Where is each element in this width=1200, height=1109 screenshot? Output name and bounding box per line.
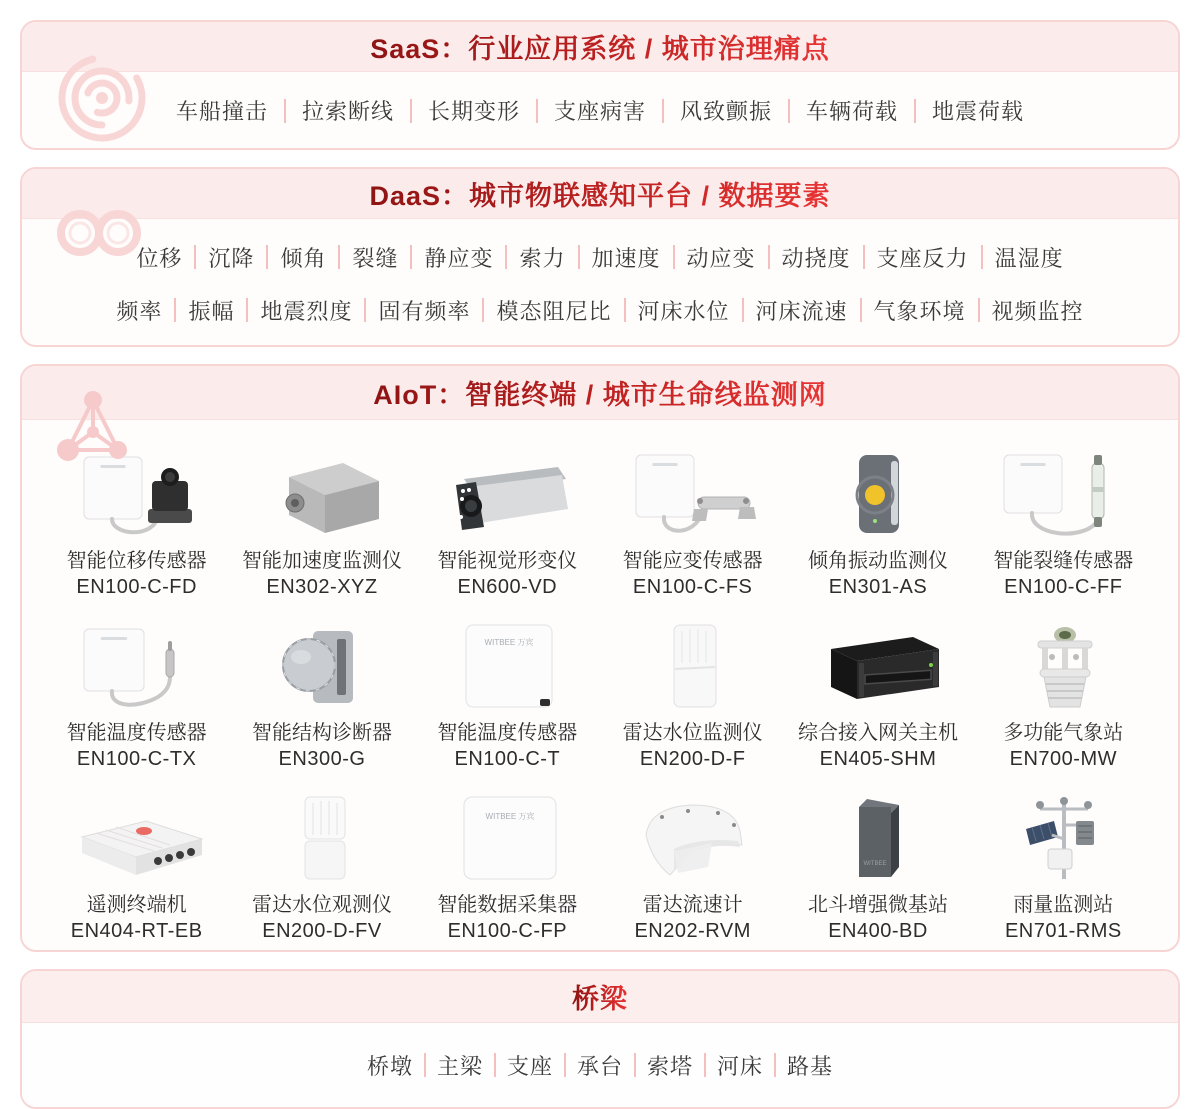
product-card xyxy=(785,778,970,944)
product-card xyxy=(229,778,414,944)
keyword-separator xyxy=(564,1053,566,1077)
product-card xyxy=(971,778,1156,944)
structure-diagnoser-image xyxy=(237,615,407,713)
product-name: 智能温度传感器 xyxy=(437,722,578,744)
bridge-keyword: 主梁 xyxy=(436,1053,483,1079)
product-model: EN405-SHM xyxy=(819,748,937,770)
daas-panel xyxy=(20,167,1180,347)
daas-keyword: 温湿度 xyxy=(994,245,1064,271)
daas-keyword: 地震烈度 xyxy=(260,298,353,324)
bridge-keyword: 支座 xyxy=(506,1053,553,1079)
saas-panel-header xyxy=(22,22,1178,72)
radar-level-tower-image xyxy=(608,615,778,713)
product-model: EN200-D-FV xyxy=(262,920,382,942)
saas-keyword: 地震荷载 xyxy=(932,99,1025,124)
product-model: EN302-XYZ xyxy=(266,576,378,598)
product-name: 多功能气象站 xyxy=(1003,722,1124,744)
keyword-separator xyxy=(863,245,865,269)
daas-title: DaaS：城市物联感知平台 / 数据要素 xyxy=(369,174,830,213)
saas-title: SaaS：行业应用系统 / 城市治理痛点 xyxy=(370,27,830,66)
keyword-separator xyxy=(634,1053,636,1077)
rain-station-image xyxy=(978,787,1148,885)
keyword-separator xyxy=(424,1053,426,1077)
product-model: EN701-RMS xyxy=(1004,920,1122,942)
aiot-title: AIoT：智能终端 / 城市生命线监测网 xyxy=(373,373,827,412)
strain-sensor-image xyxy=(608,443,778,541)
flow-radar-image xyxy=(608,787,778,885)
keyword-separator xyxy=(410,245,412,269)
saas-keyword: 长期变形 xyxy=(427,99,520,124)
product-name: 雷达水位观测仪 xyxy=(251,894,392,916)
keyword-separator xyxy=(174,298,176,322)
product-card xyxy=(44,606,229,772)
keyword-separator xyxy=(266,245,268,269)
daas-keyword: 支座反力 xyxy=(876,245,969,271)
product-card xyxy=(415,434,600,600)
svg-text:WITBEE 万宾: WITBEE 万宾 xyxy=(485,812,535,821)
data-collector-image xyxy=(422,787,592,885)
product-model: EN202-RVM xyxy=(634,920,751,942)
bridge-keyword: 承台 xyxy=(576,1053,623,1079)
daas-keyword: 倾角 xyxy=(280,245,327,271)
daas-keyword-row-1 xyxy=(136,242,1063,273)
daas-keyword: 静应变 xyxy=(424,245,494,271)
product-name: 雨量监测站 xyxy=(1013,894,1114,916)
daas-keyword: 动挠度 xyxy=(781,245,851,271)
product-card xyxy=(971,434,1156,600)
keyword-separator xyxy=(246,298,248,322)
daas-keyword: 视频监控 xyxy=(991,298,1084,324)
saas-keyword: 车辆荷载 xyxy=(806,99,899,124)
product-model: EN700-MW xyxy=(1009,748,1117,770)
daas-keyword: 位移 xyxy=(136,245,183,271)
product-name: 智能裂缝传感器 xyxy=(993,550,1134,572)
daas-keyword: 裂缝 xyxy=(352,245,399,271)
product-model: EN100-C-TX xyxy=(76,748,197,770)
daas-keyword: 沉降 xyxy=(208,245,255,271)
tilt-vibration-image xyxy=(793,443,963,541)
product-name: 智能结构诊断器 xyxy=(251,722,392,744)
product-card xyxy=(600,606,785,772)
bridge-title: 桥梁 xyxy=(572,977,628,1016)
telemetry-terminal-image xyxy=(52,787,222,885)
bridge-panel-header xyxy=(22,971,1178,1023)
bridge-keyword-row xyxy=(22,1023,1178,1107)
product-name: 智能温度传感器 xyxy=(66,722,207,744)
daas-keyword: 索力 xyxy=(519,245,566,271)
keyword-separator xyxy=(194,245,196,269)
product-model: EN100-C-T xyxy=(454,748,561,770)
saas-keyword: 风致颤振 xyxy=(680,99,773,124)
keyword-separator xyxy=(662,99,664,123)
product-name: 雷达水位监测仪 xyxy=(622,722,763,744)
keyword-separator xyxy=(978,298,980,322)
keyword-separator xyxy=(914,99,916,123)
product-name: 雷达流速计 xyxy=(642,894,743,916)
product-card xyxy=(44,778,229,944)
aiot-panel xyxy=(20,364,1180,952)
white-panel-image xyxy=(422,615,592,713)
product-name: 智能数据采集器 xyxy=(437,894,578,916)
svg-text:WITBEE 万宾: WITBEE 万宾 xyxy=(484,638,534,647)
product-card xyxy=(785,606,970,772)
product-name: 倾角振动监测仪 xyxy=(807,550,948,572)
daas-keyword-row-2 xyxy=(116,295,1083,326)
svg-text:WITBEE: WITBEE xyxy=(863,861,887,867)
vision-camera-image xyxy=(422,443,592,541)
displacement-sensor-image xyxy=(52,443,222,541)
keyword-separator xyxy=(860,298,862,322)
keyword-separator xyxy=(482,298,484,322)
product-model: EN100-C-FP xyxy=(447,920,568,942)
keyword-separator xyxy=(494,1053,496,1077)
daas-keyword: 河床水位 xyxy=(637,298,730,324)
radar-level-tower2-image xyxy=(237,787,407,885)
saas-keyword: 拉索断线 xyxy=(301,99,394,124)
keyword-separator xyxy=(704,1053,706,1077)
saas-keyword: 支座病害 xyxy=(553,99,646,124)
keyword-separator xyxy=(410,99,412,123)
daas-keyword: 动应变 xyxy=(686,245,756,271)
product-model: EN100-C-FD xyxy=(76,576,197,598)
bridge-keyword: 路基 xyxy=(787,1053,834,1079)
rack-gateway-image xyxy=(793,615,963,713)
keyword-separator xyxy=(338,245,340,269)
daas-keyword: 河床流速 xyxy=(755,298,848,324)
keyword-separator xyxy=(624,298,626,322)
beidou-station-image xyxy=(793,787,963,885)
bridge-keyword: 桥墩 xyxy=(366,1053,413,1079)
product-name: 北斗增强微基站 xyxy=(807,894,948,916)
aiot-product-grid xyxy=(22,420,1178,950)
daas-keyword: 固有频率 xyxy=(378,298,471,324)
product-card xyxy=(600,778,785,944)
daas-keyword: 振幅 xyxy=(188,298,235,324)
bridge-keyword: 河床 xyxy=(717,1053,764,1079)
product-name: 智能位移传感器 xyxy=(66,550,207,572)
product-model: EN100-C-FF xyxy=(1004,576,1123,598)
product-name: 综合接入网关主机 xyxy=(797,722,958,744)
keyword-separator xyxy=(536,99,538,123)
product-card xyxy=(229,606,414,772)
crack-sensor-image xyxy=(978,443,1148,541)
keyword-separator xyxy=(774,1053,776,1077)
product-name: 智能加速度监测仪 xyxy=(241,550,402,572)
product-model: EN100-C-FS xyxy=(632,576,753,598)
product-card xyxy=(600,434,785,600)
daas-panel-header xyxy=(22,169,1178,219)
product-card xyxy=(785,434,970,600)
product-card xyxy=(415,606,600,772)
saas-keyword-row xyxy=(22,72,1178,149)
daas-keyword-rows xyxy=(22,219,1178,346)
temperature-probe-image xyxy=(52,615,222,713)
product-model: EN300-G xyxy=(278,748,366,770)
product-card xyxy=(44,434,229,600)
product-card xyxy=(415,778,600,944)
product-name: 智能视觉形变仪 xyxy=(437,550,578,572)
saas-panel xyxy=(20,20,1180,150)
product-model: EN600-VD xyxy=(457,576,558,598)
weather-sensor-image xyxy=(978,615,1148,713)
keyword-separator xyxy=(284,99,286,123)
keyword-separator xyxy=(742,298,744,322)
keyword-separator xyxy=(788,99,790,123)
keyword-separator xyxy=(364,298,366,322)
product-name: 智能应变传感器 xyxy=(622,550,763,572)
bridge-panel xyxy=(20,969,1180,1109)
keyword-separator xyxy=(981,245,983,269)
product-model: EN400-BD xyxy=(828,920,928,942)
aiot-panel-header xyxy=(22,366,1178,420)
product-card xyxy=(229,434,414,600)
saas-keyword: 车船撞击 xyxy=(175,99,268,124)
product-model: EN200-D-F xyxy=(639,748,746,770)
daas-keyword: 加速度 xyxy=(591,245,661,271)
bridge-keyword: 索塔 xyxy=(647,1053,694,1079)
product-card xyxy=(971,606,1156,772)
keyword-separator xyxy=(768,245,770,269)
daas-keyword: 频率 xyxy=(116,298,163,324)
keyword-separator xyxy=(673,245,675,269)
product-name: 遥测终端机 xyxy=(86,894,187,916)
daas-keyword: 模态阻尼比 xyxy=(496,298,612,324)
daas-keyword: 气象环境 xyxy=(873,298,966,324)
keyword-separator xyxy=(578,245,580,269)
product-model: EN301-AS xyxy=(828,576,928,598)
keyword-separator xyxy=(505,245,507,269)
product-model: EN404-RT-EB xyxy=(70,920,203,942)
acceleration-monitor-image xyxy=(237,443,407,541)
